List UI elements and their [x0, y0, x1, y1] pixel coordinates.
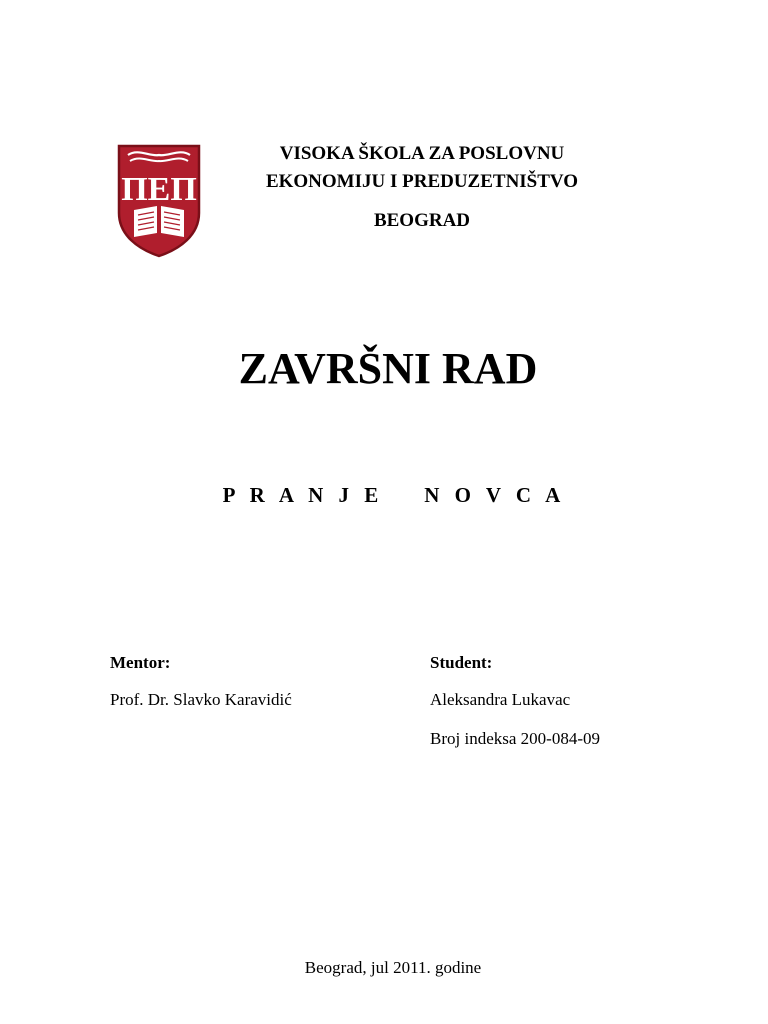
- institution-city: BEOGRAD: [373, 210, 471, 231]
- student-label: Student:: [430, 653, 493, 672]
- institution-logo: [116, 143, 202, 259]
- place-and-date: Beograd, jul 2011. godine: [304, 958, 482, 977]
- student-index-number: Broj indeksa 200-084-09: [430, 729, 600, 748]
- institution-name-line-1: VISOKA ŠKOLA ZA POSLOVNU: [279, 143, 565, 164]
- institution-name-line-2: EKONOMIJU I PREDUZETNIŠTVO: [265, 171, 579, 192]
- thesis-topic: P R A N J E N O V C A: [222, 483, 566, 507]
- document-title: ZAVRŠNI RAD: [238, 344, 538, 393]
- student-name: Aleksandra Lukavac: [430, 690, 571, 709]
- mentor-label: Mentor:: [110, 653, 171, 672]
- logo-lettering: ПЕП: [121, 171, 197, 208]
- mentor-name: Prof. Dr. Slavko Karavidić: [110, 690, 292, 709]
